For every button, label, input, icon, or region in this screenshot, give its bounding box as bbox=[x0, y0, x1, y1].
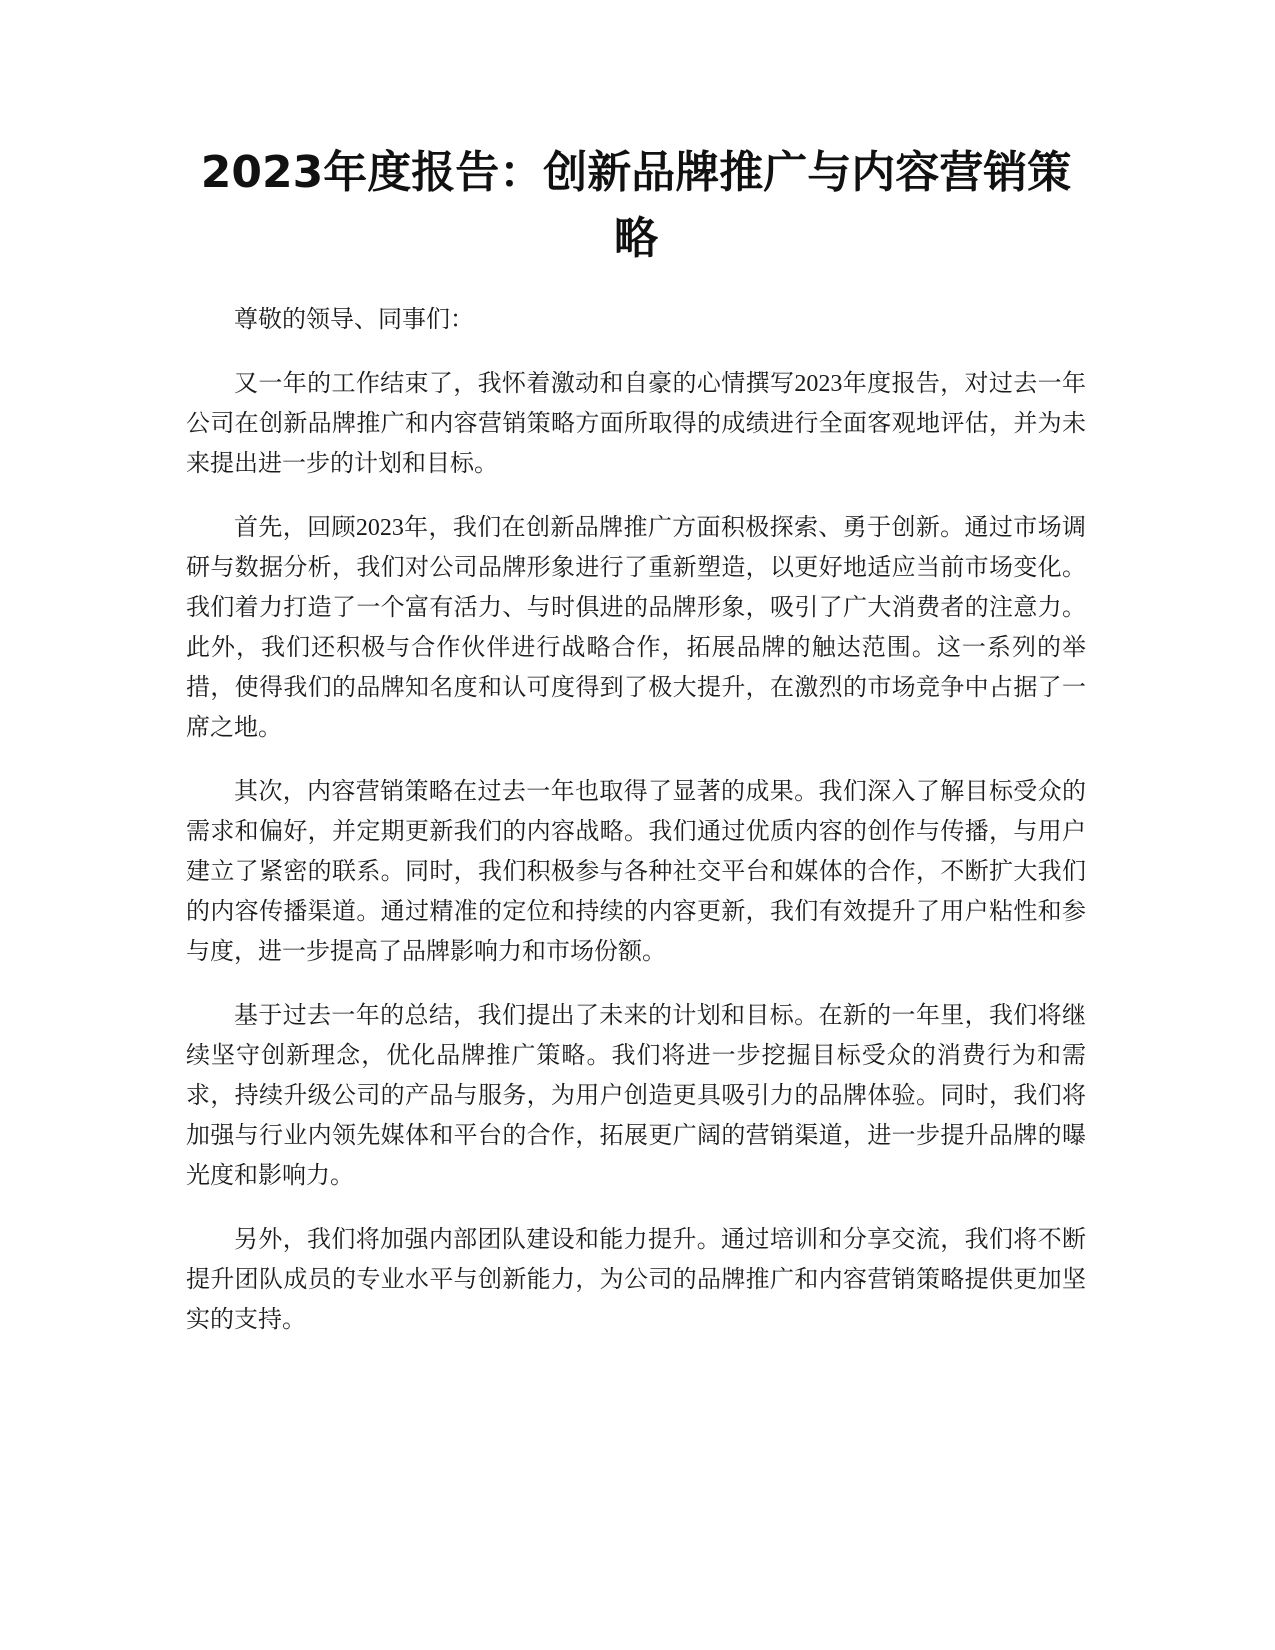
document-page bbox=[186, 140, 1086, 1364]
paragraph-content-marketing: 其次，内容营销策略在过去一年也取得了显著的成果。我们深入了解目标受众的需求和偏好，并定期更新我们的内容战略。我们通过优质内容的创作与传播，与用户建立了紧密的联系。同时，我们积极参与各种社交平台和媒体的合作，不断扩大我们的内容传播渠道。通过精准的定位和持续的内容更新，我们有效提升了用户粘性和参与度，进一步提高了品牌影响力和市场份额。 bbox=[186, 779, 1086, 965]
paragraph-team-building: 另外，我们将加强内部团队建设和能力提升。通过培训和分享交流，我们将不断提升团队成员的专业水平与创新能力，为公司的品牌推广和内容营销策略提供更加坚实的支持。 bbox=[186, 1227, 1086, 1333]
paragraph-brand-promotion: 首先，回顾2023年，我们在创新品牌推广方面积极探索、勇于创新。通过市场调研与数据分析，我们对公司品牌形象进行了重新塑造，以更好地适应当前市场变化。我们着力打造了一个富有活力、与时俱进的品牌形象，吸引了广大消费者的注意力。此外，我们还积极与合作伙伴进行战略合作，拓展品牌的触达范围。这一系列的举措，使得我们的品牌知名度和认可度得到了极大提升，在激烈的市场竞争中占据了一席之地。 bbox=[186, 515, 1086, 741]
paragraph-future-plans: 基于过去一年的总结，我们提出了未来的计划和目标。在新的一年里，我们将继续坚守创新理念，优化品牌推广策略。我们将进一步挖掘目标受众的消费行为和需求，持续升级公司的产品与服务，为用户创造更具吸引力的品牌体验。同时，我们将加强与行业内领先媒体和平台的合作，拓展更广阔的营销渠道，进一步提升品牌的曝光度和影响力。 bbox=[186, 1003, 1086, 1189]
greeting: 尊敬的领导、同事们： bbox=[234, 307, 474, 333]
paragraph-intro: 又一年的工作结束了，我怀着激动和自豪的心情撰写2023年度报告，对过去一年公司在创新品牌推广和内容营销策略方面所取得的成绩进行全面客观地评估，并为未来提出进一步的计划和目标。 bbox=[186, 371, 1086, 477]
document-title: 2023年度报告：创新品牌推广与内容营销策略 bbox=[200, 147, 1072, 264]
